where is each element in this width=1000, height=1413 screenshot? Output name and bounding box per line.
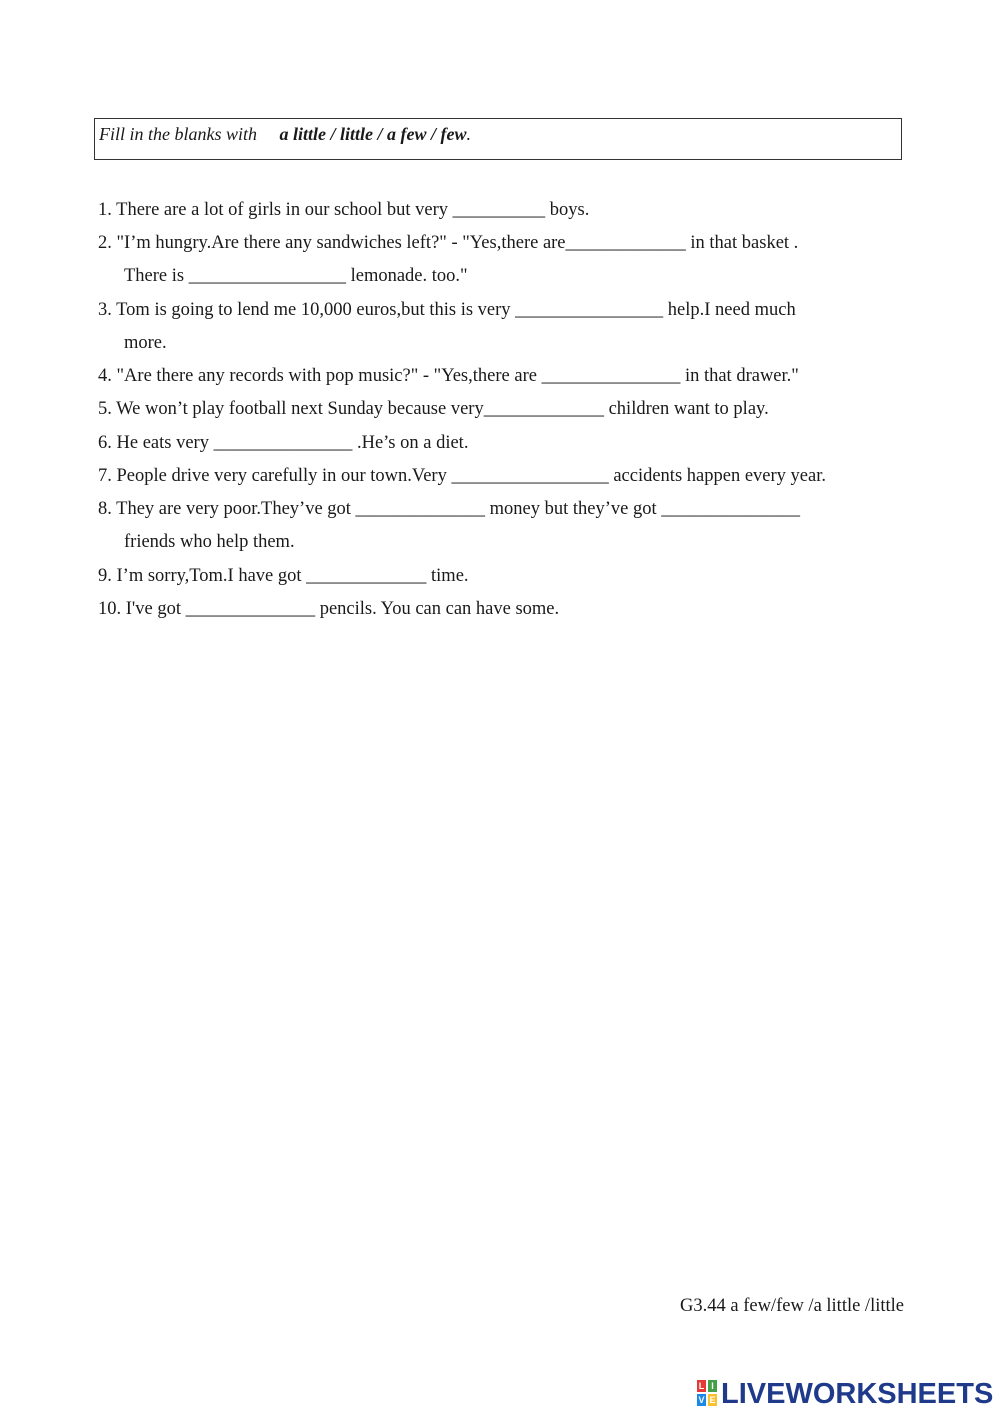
question-2-continuation: There is _________________ lemonade. too." <box>124 266 468 286</box>
question-5: 5. We won’t play football next Sunday because very_____________ children want to play. <box>98 399 769 419</box>
logo-tile-e: E <box>709 1395 716 1405</box>
question-6: 6. He eats very _______________ .He’s on a diet. <box>98 433 469 453</box>
question-8-continuation: friends who help them. <box>124 532 295 552</box>
instruction-words: a little / little / a few / few <box>279 124 467 144</box>
logo-mark-icon <box>697 1380 719 1408</box>
question-7: 7. People drive very carefully in our town.Very _________________ accidents happen every year. <box>98 466 826 486</box>
question-3: 3. Tom is going to lend me 10,000 euros,but this is very ________________ help.I need much <box>98 300 796 320</box>
question-10: 10. I've got ______________ pencils. You can can have some. <box>98 599 560 619</box>
question-2: 2. "I’m hungry.Are there any sandwiches left?" - "Yes,there are_____________ in that basket . <box>98 233 799 253</box>
logo-text: LIVEWORKSHEETS <box>721 1377 994 1410</box>
logo-tile-i: I <box>708 1380 717 1392</box>
logo-tile-v: V <box>698 1395 705 1405</box>
instruction-suffix: . <box>466 124 471 144</box>
question-4: 4. "Are there any records with pop music?" - "Yes,there are _______________ in that drawer." <box>98 366 799 386</box>
instruction-box <box>94 118 902 160</box>
question-9: 9. I’m sorry,Tom.I have got _____________ time. <box>98 566 469 586</box>
question-3-continuation: more. <box>124 333 167 353</box>
question-8: 8. They are very poor.They’ve got ______________ money but they’ve got _______________ <box>98 499 801 519</box>
question-1: 1. There are a lot of girls in our school but very __________ boys. <box>98 200 590 220</box>
worksheet-code: G3.44 a few/few /a little /little <box>680 1296 904 1316</box>
liveworksheets-logo <box>697 1378 993 1410</box>
instruction-prefix: Fill in the blanks with <box>99 124 257 144</box>
logo-tile-l: L <box>698 1381 705 1391</box>
